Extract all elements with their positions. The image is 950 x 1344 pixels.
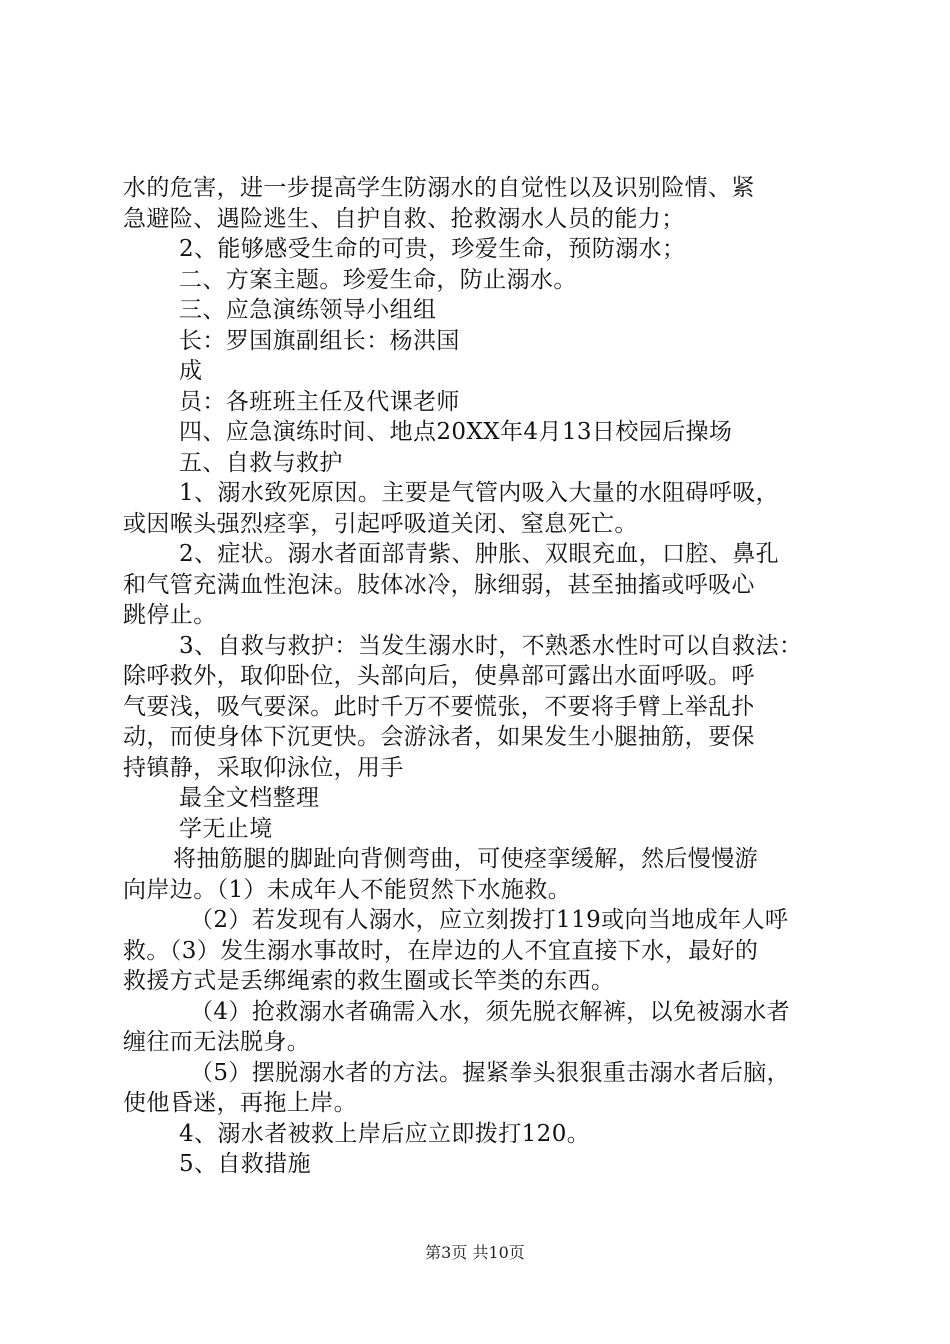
text-line: 跳停止。	[123, 602, 217, 628]
page-number-footer: 第3页 共10页	[425, 1243, 525, 1262]
text-line: 缠往而无法脱身。	[123, 1029, 311, 1055]
text-line: 持镇静，采取仰泳位，用手	[123, 754, 404, 781]
text-line: 救。（3）发生溺水事故时，在岸边的人不宜直接下水，最好的	[123, 937, 759, 964]
text-line: 员：各班班主任及代课老师	[179, 388, 460, 415]
text-line: 和气管充满血性泡沫。肢体冰冷，脉细弱，甚至抽搐或呼吸心	[123, 571, 755, 598]
document-body	[123, 173, 833, 1180]
text-line: 2、症状。溺水者面部青紫、肿胀、双眼充血，口腔、鼻孔	[179, 541, 780, 567]
text-line: 2、能够感受生命的可贵，珍爱生命，预防溺水；	[179, 236, 686, 262]
text-line: 水的危害，进一步提高学生防溺水的自觉性以及识别险情、紧	[123, 175, 755, 201]
text-line: 三、应急演练领导小组组	[179, 297, 437, 323]
text-line: 向岸边。（1）未成年人不能贸然下水施救。	[123, 876, 572, 903]
text-line: 1、溺水致死原因。主要是气管内吸入大量的水阻碍呼吸，	[179, 480, 780, 506]
text-line: 二、方案主题。珍爱生命，防止溺水。	[179, 266, 577, 293]
text-line: 除呼救外，取仰卧位，头部向后，使鼻部可露出水面呼吸。呼	[123, 663, 755, 689]
text-line: 3、自救与救护：当发生溺水时，不熟悉水性时可以自救法：	[179, 632, 803, 659]
text-line: 急避险、遇险逃生、自护自救、抢救溺水人员的能力；	[123, 205, 685, 232]
text-line: （5）摆脱溺水者的方法。握紧拳头狠狠重击溺水者后脑，	[190, 1059, 791, 1086]
text-line: 动，而使身体下沉更快。会游泳者，如果发生小腿抽筋，要保	[123, 724, 755, 750]
text-line: 五、自救与救护	[179, 449, 343, 476]
text-line: （2）若发现有人溺水，应立刻拨打119或向当地成年人呼	[190, 907, 789, 933]
text-line: （4）抢救溺水者确需入水，须先脱衣解裤，以免被溺水者	[190, 998, 791, 1025]
text-line: 学无止境	[179, 815, 273, 842]
text-line: 救援方式是丢绑绳索的救生圈或长竿类的东西。	[123, 968, 615, 994]
text-line: 长：罗国旗副组长：杨洪国	[179, 327, 460, 354]
text-line: 成	[179, 358, 203, 384]
text-line: 5、自救措施	[179, 1151, 312, 1177]
text-line: 四、应急演练时间、地点20XX年4月13日校园后操场	[179, 419, 733, 445]
text-line: 使他昏迷，再拖上岸。	[123, 1090, 357, 1116]
text-line: 最全文档整理	[179, 785, 320, 811]
text-line: 4、溺水者被救上岸后应立即拨打120。	[179, 1120, 591, 1147]
text-line: 或因喉头强烈痉挛，引起呼吸道关闭、窒息死亡。	[123, 510, 638, 537]
text-line: 气要浅，吸气要深。此时千万不要慌张，不要将手臂上举乱扑	[123, 693, 755, 720]
text-line: 将抽筋腿的脚趾向背侧弯曲，可使痉挛缓解，然后慢慢游	[173, 846, 758, 872]
